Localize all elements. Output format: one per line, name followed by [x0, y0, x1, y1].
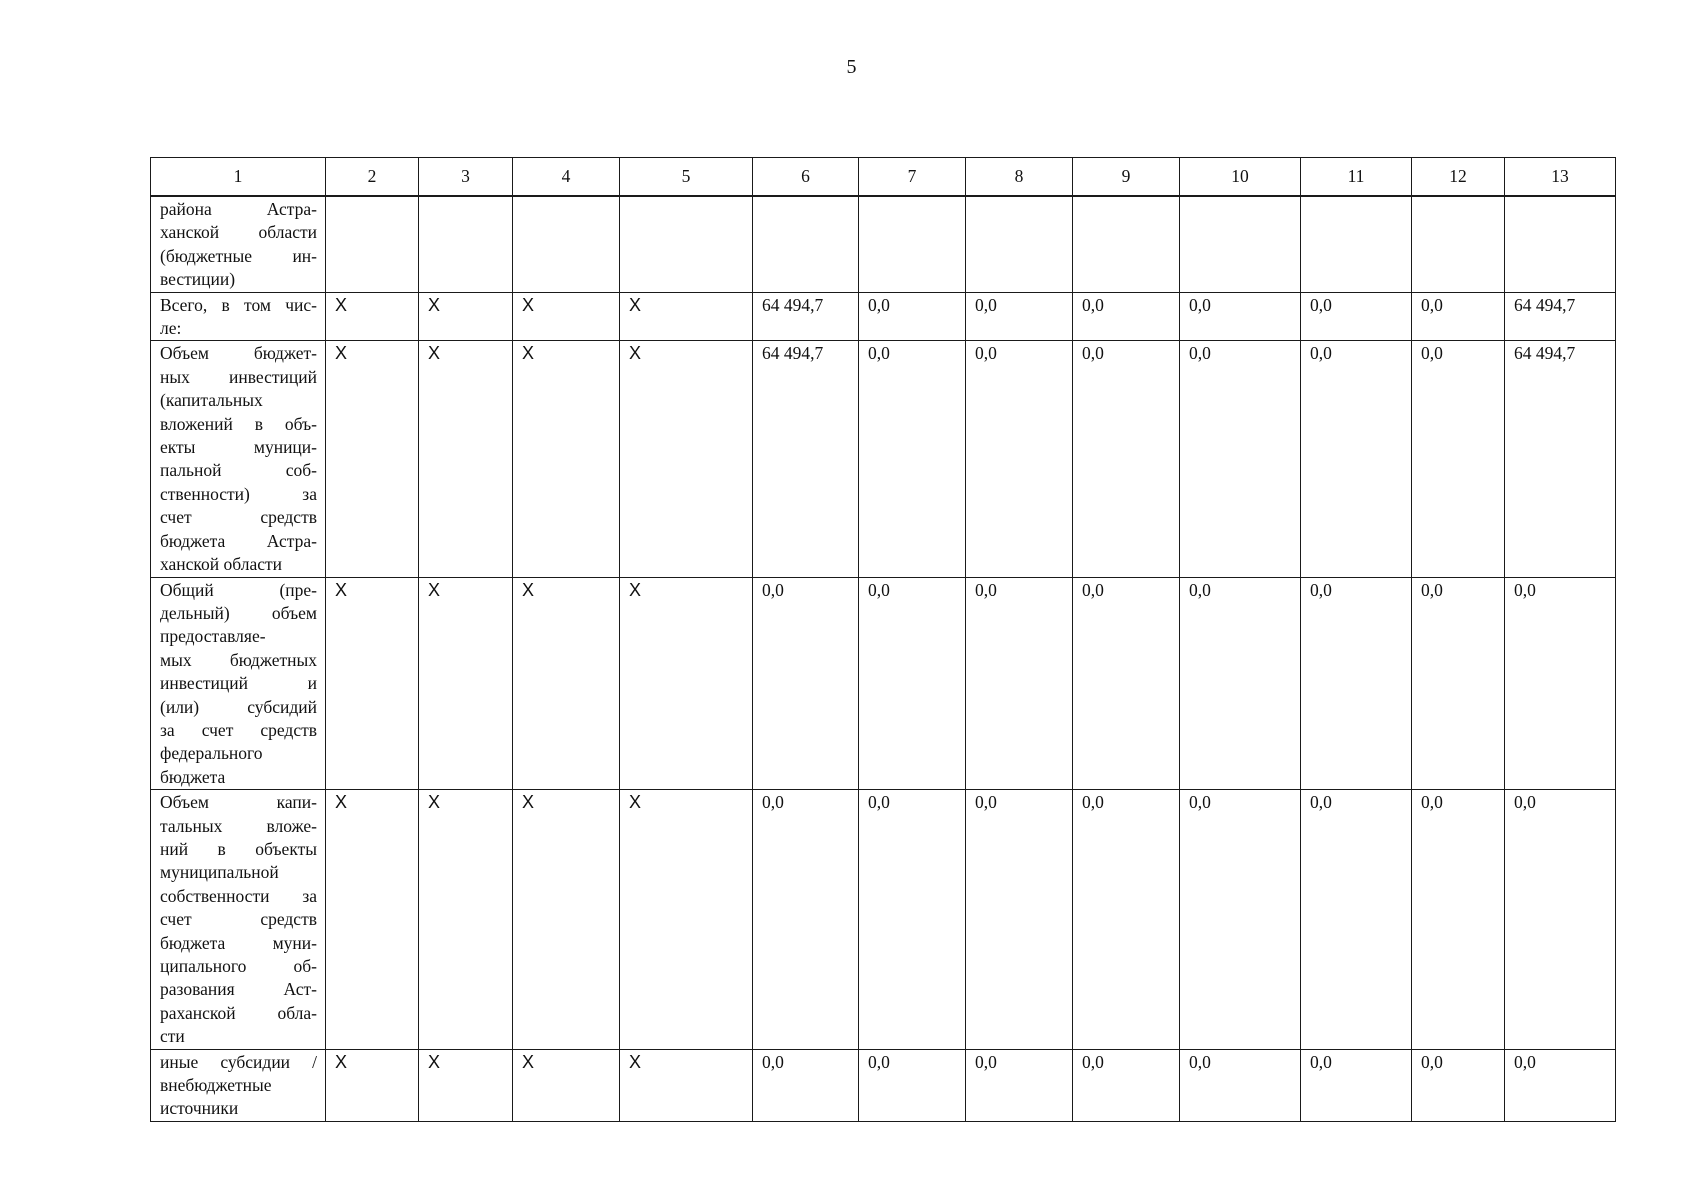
table-row [151, 1049, 1616, 1121]
row-label-line: Общий (пре- [160, 579, 317, 600]
row-label-line: бюджета муни- [160, 932, 317, 953]
row-label [151, 577, 326, 790]
row-label-line: ципального об- [160, 956, 317, 976]
table-cell: X [326, 1049, 419, 1121]
row-label-line: (капитальных [160, 390, 263, 411]
row-label-line: собственности за [160, 885, 317, 906]
row-label-line: счет средств [160, 507, 317, 528]
table-cell: 0,0 [1073, 790, 1180, 1049]
row-label-line: бюджета Астра- [160, 530, 317, 551]
table-cell: X [419, 292, 513, 341]
table-cell: X [620, 1049, 753, 1121]
table-row [151, 341, 1616, 577]
row-label-line: пальной соб- [160, 460, 317, 481]
row-label-line: вестиции) [160, 269, 236, 290]
row-label-line: ственности) за [160, 483, 317, 504]
column-header: 13 [1505, 158, 1616, 197]
table-cell [326, 196, 419, 292]
table-cell [966, 196, 1073, 292]
row-label [151, 790, 326, 1049]
table-cell: 64 494,7 [753, 292, 859, 341]
row-label-line: раханской обла- [160, 1002, 317, 1023]
table-cell: 0,0 [1301, 341, 1412, 577]
table-cell: 0,0 [1301, 577, 1412, 790]
table-cell [1505, 196, 1616, 292]
row-label-line: Объем бюджет- [160, 343, 317, 364]
column-header: 4 [513, 158, 620, 197]
column-header: 12 [1412, 158, 1505, 197]
table-cell: X [513, 341, 620, 577]
table-cell: 0,0 [1505, 577, 1616, 790]
table-cell: 0,0 [859, 292, 966, 341]
table-cell [513, 196, 620, 292]
table-cell: 0,0 [1180, 1049, 1301, 1121]
row-label-line: бюджета [160, 766, 226, 787]
table-cell: 0,0 [1412, 1049, 1505, 1121]
table-cell: 0,0 [1412, 790, 1505, 1049]
table-cell: 0,0 [966, 790, 1073, 1049]
table-cell: 0,0 [1073, 1049, 1180, 1121]
table-cell [1180, 196, 1301, 292]
row-label-line: инвестиций и [160, 673, 317, 694]
row-label-line: федерального [160, 743, 263, 764]
table-cell: 0,0 [1505, 790, 1616, 1049]
table-cell: X [326, 292, 419, 341]
table-cell: 0,0 [859, 1049, 966, 1121]
table-cell: 0,0 [1180, 790, 1301, 1049]
row-label-line: ле: [160, 318, 182, 339]
table-cell: 0,0 [1301, 790, 1412, 1049]
column-header: 7 [859, 158, 966, 197]
table-cell: X [620, 292, 753, 341]
table-cell: 0,0 [1412, 341, 1505, 577]
table-cell: 0,0 [966, 577, 1073, 790]
row-label-line: ханской области [160, 222, 317, 243]
table-cell: 0,0 [1505, 1049, 1616, 1121]
table-cell: X [419, 1049, 513, 1121]
table-cell: X [513, 292, 620, 341]
table-cell: 0,0 [1073, 577, 1180, 790]
column-header: 1 [151, 158, 326, 197]
column-header: 6 [753, 158, 859, 197]
row-label-line: района Астра- [160, 199, 317, 219]
table-cell: 0,0 [1412, 577, 1505, 790]
row-label [151, 196, 326, 292]
table-cell: X [620, 790, 753, 1049]
table-cell: 0,0 [1073, 292, 1180, 341]
row-label-line: екты муници- [160, 437, 317, 458]
table-cell: 0,0 [1180, 577, 1301, 790]
table-cell: 64 494,7 [1505, 292, 1616, 341]
table-cell: 0,0 [1301, 292, 1412, 341]
row-label-line: сти [160, 1026, 185, 1047]
table-cell: 0,0 [966, 1049, 1073, 1121]
table-cell [859, 196, 966, 292]
table-cell: 0,0 [1073, 341, 1180, 577]
table-cell: 0,0 [753, 1049, 859, 1121]
table-cell: X [419, 341, 513, 577]
table-cell: X [513, 577, 620, 790]
row-label-line: (бюджетные ин- [160, 245, 317, 266]
table-cell: X [326, 790, 419, 1049]
table-cell: 64 494,7 [1505, 341, 1616, 577]
table-cell: 0,0 [859, 790, 966, 1049]
table-cell [419, 196, 513, 292]
table-row [151, 292, 1616, 341]
header-row [151, 158, 1616, 197]
table-cell: 0,0 [966, 292, 1073, 341]
table-cell: X [419, 790, 513, 1049]
table-cell [753, 196, 859, 292]
row-label-line: ных инвестиций [160, 366, 317, 387]
table-row [151, 577, 1616, 790]
table-cell: 0,0 [753, 790, 859, 1049]
table-cell: X [513, 790, 620, 1049]
table-cell: X [620, 341, 753, 577]
table-row [151, 196, 1616, 292]
row-label-line: иные субсидии / [160, 1051, 317, 1072]
row-label-line: счет средств [160, 909, 317, 930]
row-label-line: за счет средств [160, 719, 317, 740]
table-cell: X [620, 577, 753, 790]
table-cell: 0,0 [1412, 292, 1505, 341]
table-cell: X [326, 577, 419, 790]
table-cell: X [419, 577, 513, 790]
table-cell: 0,0 [753, 577, 859, 790]
column-header: 5 [620, 158, 753, 197]
column-header: 10 [1180, 158, 1301, 197]
row-label-line: источники [160, 1098, 239, 1119]
budget-table [150, 157, 1616, 1122]
row-label-line: вложений в объ- [160, 413, 317, 434]
table-cell [1412, 196, 1505, 292]
row-label-line: разования Аст- [160, 979, 317, 1000]
row-label [151, 292, 326, 341]
column-header: 8 [966, 158, 1073, 197]
table-cell: 0,0 [966, 341, 1073, 577]
row-label-line: тальных вложе- [160, 815, 317, 836]
row-label-line: внебюджетные [160, 1075, 272, 1096]
row-label [151, 1049, 326, 1121]
table-cell: 0,0 [1180, 292, 1301, 341]
row-label-line: предоставляе- [160, 626, 266, 647]
table-cell: X [326, 341, 419, 577]
table-body [151, 158, 1616, 1122]
row-label-line: (или) субсидий [160, 696, 317, 717]
table-cell: X [513, 1049, 620, 1121]
row-label-line: муниципальной [160, 862, 279, 883]
row-label-line: Всего, в том чис- [160, 294, 317, 315]
table-cell: 0,0 [1301, 1049, 1412, 1121]
table-cell: 0,0 [1180, 341, 1301, 577]
table-cell [1301, 196, 1412, 292]
column-header: 11 [1301, 158, 1412, 197]
table-cell: 64 494,7 [753, 341, 859, 577]
row-label-line: Объем капи- [160, 792, 317, 813]
table-cell: 0,0 [859, 341, 966, 577]
column-header: 9 [1073, 158, 1180, 197]
table-row [151, 790, 1616, 1049]
column-header: 3 [419, 158, 513, 197]
row-label-line: ханской области [160, 554, 283, 575]
row-label-line: дельный) объем [160, 602, 317, 623]
column-header: 2 [326, 158, 419, 197]
row-label [151, 341, 326, 577]
table-cell [1073, 196, 1180, 292]
row-label-line: ний в объекты [160, 838, 317, 859]
row-label-line: мых бюджетных [160, 649, 317, 670]
table-cell: 0,0 [859, 577, 966, 790]
table-cell [620, 196, 753, 292]
page-number: 5 [846, 56, 857, 78]
